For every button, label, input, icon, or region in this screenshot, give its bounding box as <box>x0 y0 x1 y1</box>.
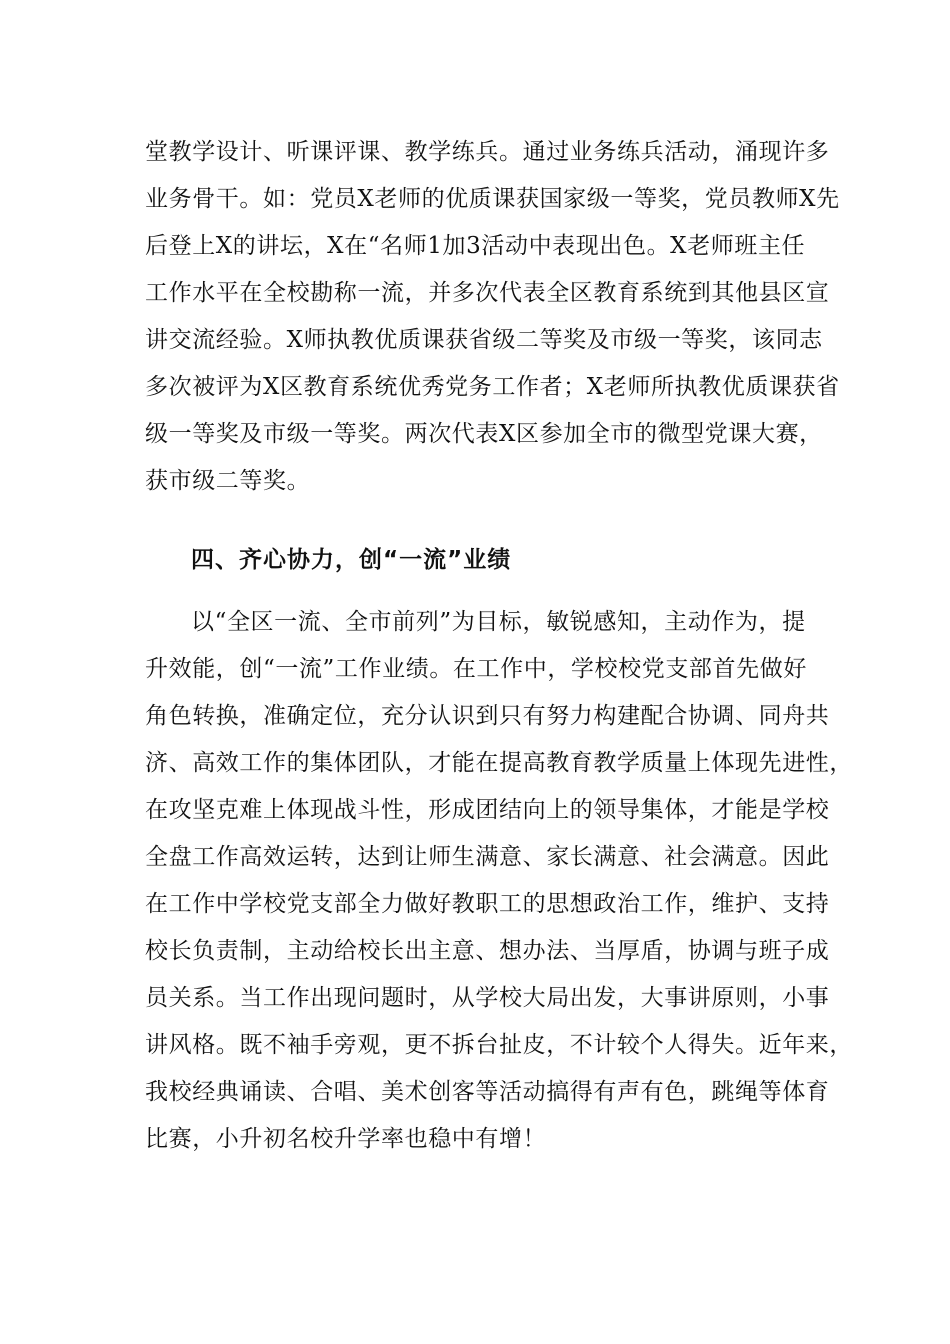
paragraph-line: 以“全区一流、全市前列”为目标，敏锐感知，主动作为，提 <box>191 609 806 635</box>
paragraph-line: 全盘工作高效运转，达到让师生满意、家长满意、社会满意。因此 <box>145 844 830 870</box>
paragraph-line: 我校经典诵读、合唱、美术创客等活动搞得有声有色，跳绳等体育 <box>145 1079 830 1105</box>
paragraph-line: 讲风格。既不袖手旁观，更不拆台扯皮，不计较个人得失。近年来， <box>145 1032 853 1058</box>
paragraph-line: 升效能，创“一流”工作业绩。在工作中，学校校党支部首先做好 <box>145 656 807 682</box>
paragraph-line: 后登上X的讲坛，X在“名师1加3活动中表现出色。X老师班主任 <box>145 233 806 259</box>
paragraph-line: 堂教学设计、听课评课、教学练兵。通过业务练兵活动，涌现许多 <box>145 139 830 165</box>
paragraph-line: 业务骨干。如：党员X老师的优质课获国家级一等奖，党员教师X先 <box>145 186 840 212</box>
paragraph-line: 在工作中学校党支部全力做好教职工的思想政治工作，维护、支持 <box>145 891 830 917</box>
section-heading: 四、齐心协力，创“一流”业绩 <box>191 547 512 573</box>
paragraph-line: 讲交流经验。X师执教优质课获省级二等奖及市级一等奖，该同志 <box>145 327 823 353</box>
paragraph-line: 多次被评为X区教育系统优秀党务工作者；X老师所执教优质课获省 <box>145 374 840 400</box>
paragraph-line: 比赛，小升初名校升学率也稳中有增！ <box>145 1126 547 1152</box>
paragraph-line: 在攻坚克难上体现战斗性，形成团结向上的领导集体，才能是学校 <box>145 797 830 823</box>
paragraph-line: 工作水平在全校勘称一流，并多次代表全区教育系统到其他县区宣 <box>145 280 830 306</box>
paragraph-line: 级一等奖及市级一等奖。两次代表X区参加全市的微型党课大赛， <box>145 421 823 447</box>
paragraph-line: 员关系。当工作出现问题时，从学校大局出发，大事讲原则，小事 <box>145 985 830 1011</box>
paragraph-line: 获市级二等奖。 <box>145 468 311 494</box>
paragraph-line: 角色转换，准确定位，充分认识到只有努力构建配合协调、同舟共 <box>145 703 830 729</box>
paragraph-line: 校长负责制，主动给校长出主意、想办法、当厚盾，协调与班子成 <box>145 938 830 964</box>
paragraph-line: 济、高效工作的集体团队，才能在提高教育教学质量上体现先进性， <box>145 750 853 776</box>
